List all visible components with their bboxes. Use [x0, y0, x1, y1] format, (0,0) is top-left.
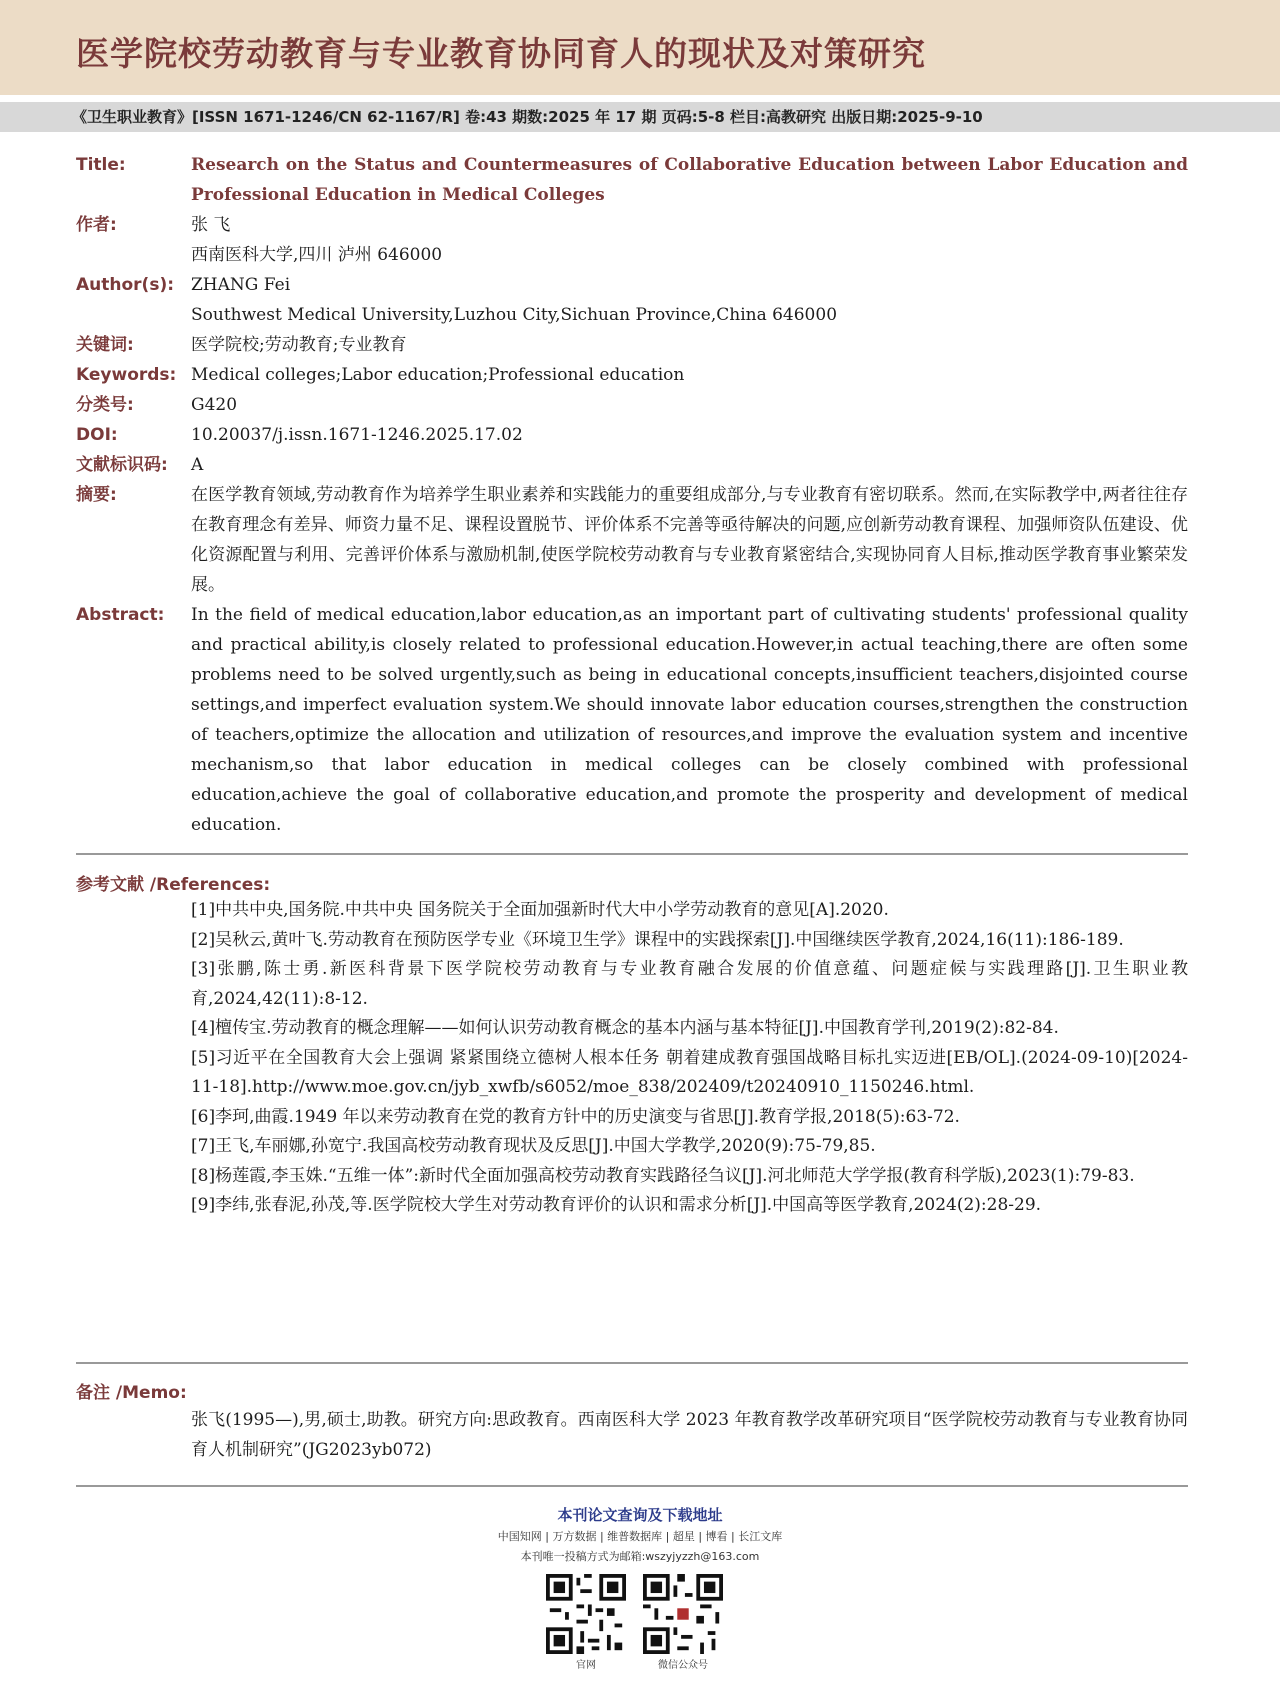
article-metadata [76, 150, 1188, 840]
reference-item: [1]中共中央,国务院.中共中央 国务院关于全面加强新时代大中小学劳动教育的意见[A].2020. [191, 900, 889, 920]
classification-label: 分类号: [76, 395, 134, 415]
reference-item: [3]张鹏,陈士勇.新医科背景下医学院校劳动教育与专业教育融合发展的价值意蕴、问题症候与实践理路[J].卫生职业教育,2024,42(11):8-12. [191, 959, 1188, 1009]
abstract-en-text: In the field of medical education,labor education,as an important part of cultivating students' professional quality and practical ability,is closely related to professional education.However,in actual teaching,there are often some problems need to be solved urgently,such as being in educational concepts,insufficient teachers,disjointed course settings,and imperfect evaluation system.We should innovate labor education courses,strengthen the construction of teachers,optimize the allocation and utilization of resources,and improve the evaluation system and incentive mechanism,so that labor education in medical colleges can be closely combined with professional education,achieve the goal of collaborative education,and promote the prosperity and development of medical education. [191, 605, 1188, 835]
references-list [191, 896, 1188, 1221]
footer-email[interactable]: 本刊唯一投稿方式为邮箱:wszyjyzzh@163.com [520, 1550, 760, 1563]
references-heading: 参考文献 /References: [76, 875, 271, 895]
author-cn-label: 作者: [76, 215, 117, 235]
author-cn-affiliation: 西南医科大学,四川 泸州 646000 [191, 245, 443, 265]
keywords-en-label: Keywords: [76, 365, 177, 385]
classification-row [76, 390, 1188, 420]
qr-wechat-caption: 微信公众号 [658, 1660, 708, 1671]
classification-value: G420 [191, 395, 238, 415]
author-cn-name: 张 飞 [191, 215, 231, 235]
doi-label: DOI: [76, 425, 118, 445]
footer-title: 本刊论文查询及下载地址 [557, 1506, 723, 1524]
doi-row [76, 420, 1188, 450]
abstract-cn-label: 摘要: [76, 485, 117, 505]
journal-info-bar [0, 102, 1280, 132]
abstract-en-label: Abstract: [76, 605, 165, 625]
author-cn-row [76, 210, 1188, 270]
reference-item: [8]杨莲霞,李玉姝.“五维一体”:新时代全面加强高校劳动教育实践路径刍议[J].河北师范大学学报(教育科学版),2023(1):79-83. [191, 1165, 1135, 1186]
divider-references [76, 853, 1188, 855]
reference-item: [5]习近平在全国教育大会上强调 紧紧围绕立德树人根本任务 朝着建成教育强国战略目标扎实迈进[EB/OL].(2024-09-10)[2024-11-18].http://www.moe.gov.cn/jyb_xwfb/s6052/moe_838/202409/t20240910_1150246.html. [191, 1047, 1188, 1097]
journal-info: 《卫生职业教育》[ISSN 1671-1246/CN 62-1167/R] 卷:43 期数:2025 年 17 期 页码:5-8 栏目:高教研究 出版日期:2025-9-10 [72, 108, 983, 126]
divider-footer [76, 1485, 1188, 1487]
abstract-cn-row [76, 480, 1188, 600]
qr-code-icon [643, 1574, 723, 1654]
divider-memo [76, 1362, 1188, 1364]
keywords-en-row [76, 360, 1188, 390]
title-label: Title: [76, 155, 126, 175]
document-code-label: 文献标识码: [76, 455, 168, 475]
author-en-affiliation: Southwest Medical University,Luzhou City,Sichuan Province,China 646000 [191, 305, 838, 325]
document-code-row [76, 450, 1188, 480]
keywords-en-value: Medical colleges;Labor education;Professional education [191, 365, 685, 385]
memo-heading: 备注 /Memo: [76, 1383, 187, 1403]
footer [0, 1503, 1280, 1567]
qr-wechat [641, 1574, 725, 1674]
reference-item: [9]李纬,张春泥,孙茂,等.医学院校大学生对劳动教育评价的认识和需求分析[J].中国高等医学教育,2024(2):28-29. [191, 1195, 1042, 1215]
page-title: 医学院校劳动教育与专业教育协同育人的现状及对策研究 [76, 34, 926, 73]
keywords-cn-label: 关键词: [76, 335, 134, 355]
english-title: Research on the Status and Countermeasures of Collaborative Education between Labor Education and Professional Education in Medical Colleges [191, 155, 1188, 205]
memo-text: 张飞(1995—),男,硕士,助教。研究方向:思政教育。西南医科大学 2023 年教育教学改革研究项目“医学院校劳动教育与专业教育协同育人机制研究”(JG2023yb072) [191, 1410, 1188, 1460]
reference-item: [4]檀传宝.劳动教育的概念理解——如何认识劳动教育概念的基本内涵与基本特征[J].中国教育学刊,2019(2):82-84. [191, 1018, 1059, 1038]
keywords-cn-row [76, 330, 1188, 360]
author-en-label: Author(s): [76, 275, 175, 295]
title-banner [0, 0, 1280, 95]
keywords-cn-value: 医学院校;劳动教育;专业教育 [191, 335, 407, 355]
qr-code-icon [546, 1574, 626, 1654]
footer-databases[interactable]: 中国知网 | 万方数据 | 维普数据库 | 超星 | 博看 | 长江文库 [497, 1530, 783, 1543]
abstract-en-row [76, 600, 1188, 840]
document-code-value: A [191, 455, 204, 475]
title-row [76, 150, 1188, 210]
qr-official-site [544, 1574, 628, 1674]
reference-item: [2]吴秋云,黄叶飞.劳动教育在预防医学专业《环境卫生学》课程中的实践探索[J].中国继续医学教育,2024,16(11):186-189. [191, 929, 1124, 950]
qr-official-caption: 官网 [576, 1660, 596, 1671]
author-en-name: ZHANG Fei [191, 275, 291, 295]
reference-item: [6]李珂,曲霞.1949 年以来劳动教育在党的教育方针中的历史演变与省思[J].教育学报,2018(5):63-72. [191, 1106, 960, 1127]
abstract-cn-text: 在医学教育领域,劳动教育作为培养学生职业素养和实践能力的重要组成部分,与专业教育有密切联系。然而,在实际教学中,两者往往存在教育理念有差异、师资力量不足、课程设置脱节、评价体系不完善等亟待解决的问题,应创新劳动教育课程、加强师资队伍建设、优化资源配置与利用、完善评价体系与激励机制,使医学院校劳动教育与专业教育紧密结合,实现协同育人目标,推动医学教育事业繁荣发展。 [191, 485, 1188, 595]
reference-item: [7]王飞,车丽娜,孙宽宁.我国高校劳动教育现状及反思[J].中国大学教学,2020(9):75-79,85. [191, 1136, 876, 1156]
author-en-row [76, 270, 1188, 330]
doi-value[interactable]: 10.20037/j.issn.1671-1246.2025.17.02 [191, 425, 523, 445]
